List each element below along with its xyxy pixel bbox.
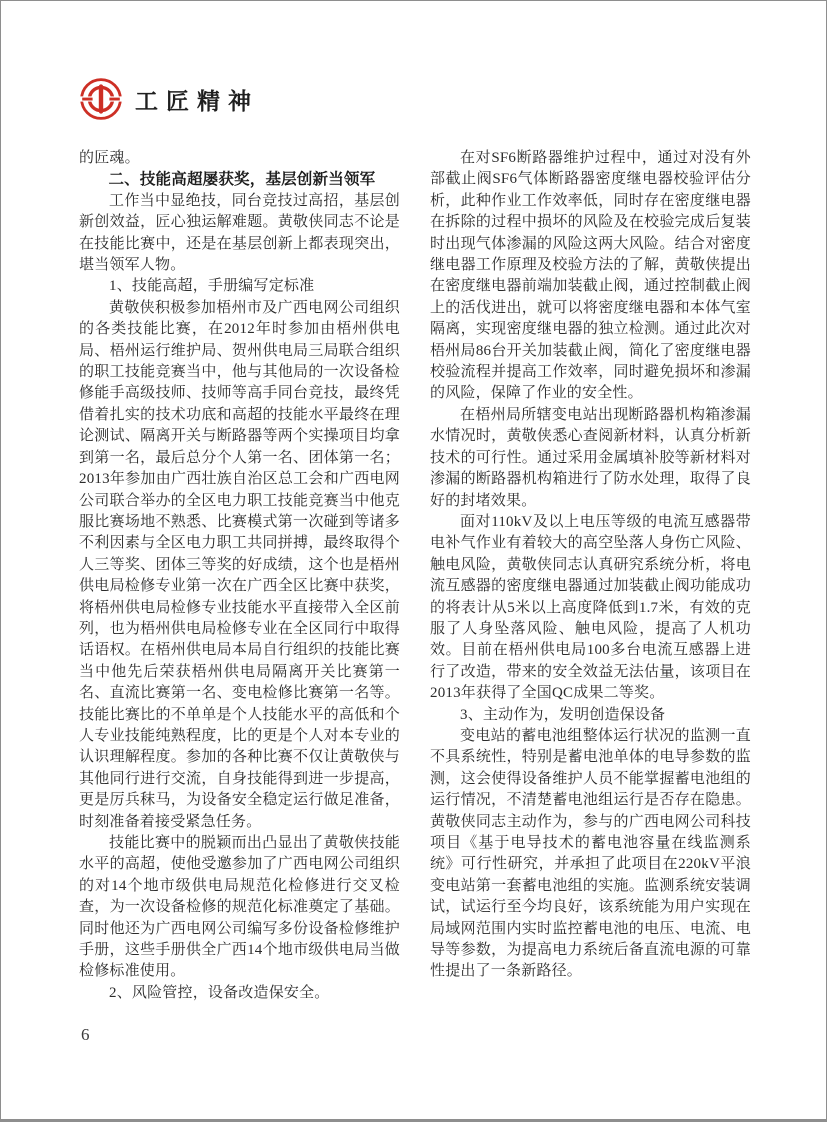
subsection-heading: 1、技能高超，手册编写定标准	[109, 278, 315, 295]
magazine-title: 工匠精神	[135, 88, 259, 114]
subsection-heading: 2、风险管控，设备改造保安全。	[109, 984, 330, 1001]
page-header	[79, 77, 259, 121]
right-column	[430, 148, 751, 1004]
page-number: 6	[81, 1025, 90, 1044]
paragraph: 变电站的蓄电池组整体运行状况的监测一直不具系统性，特别是蓄电池单体的电导参数的监测，这会使得设备维护人员不能掌握蓄电池组的运行情况，不清楚蓄电池组运行是否存在隐患。黄敬侠同志主动作为，参与的广西电网公司科技项目《基于电导技术的蓄电池容量在线监测系统》可行性研究，并承担了此项目在220kV平浪变电站第一套蓄电池组的实施。监测系统安装调试，试运行至今均良好，该系统能为用户实现在局域网范围内实时监控蓄电池的电压、电流、电导等参数，为提高电力系统后备直流电源的可靠性提出了一条新路径。	[430, 727, 751, 980]
section-heading: 二、技能高超屡获奖，基层创新当领军	[108, 171, 376, 189]
paragraph-continuation: 的匠魂。	[79, 150, 140, 166]
paragraph: 面对110kV及以上电压等级的电流互感器带电补气作业有着较大的高空坠落人身伤亡风险、触电风险，黄敬侠同志认真研究系统分析，将电流互感器的密度继电器通过加装截止阀功能成功的将表计从5米以上高度降低到1.7米，有效的克服了人身坠落风险、触电风险，提高了人机功效。目前在梧州供电局100多台电流互感器上进行了改造，带来的安全效益无法估量，该项目在2013年获得了全国QC成果二等奖。	[430, 513, 751, 702]
paragraph: 技能比赛中的脱颖而出凸显出了黄敬侠技能水平的高超，使他受邀参加了广西电网公司组织的对14个地市级供电局规范化检修进行交叉检查，为一次设备检修的规范化标准奠定了基础。同时他还为广西电网公司编写多份设备检修维护手册，这些手册供全广西14个地市级供电局当做检修标准使用。	[79, 835, 400, 980]
paragraph: 在对SF6断路器维护过程中，通过对没有外部截止阀SF6气体断路器密度继电器校验评估分析，此种作业工作效率低，同时存在密度继电器在拆除的过程中损坏的风险及在校验完成后复装时出现气体渗漏的风险这两大风险。结合对密度继电器工作原理及校验方法的了解，黄敬侠提出在密度继电器前端加装截止阀，通过控制截止阀上的活伐进出，就可以将密度继电器和本体气室隔离，实现密度继电器的独立检测。通过此次对梧州局86台开关加装截止阀，简化了密度继电器校验流程并提高工作效率，同时避免损坏和渗漏的风险，保障了作业的安全性。	[430, 150, 751, 402]
paragraph: 在梧州局所辖变电站出现断路器机构箱渗漏水情况时，黄敬侠悉心查阅新材料，认真分析新技术的可行性。通过采用金属填补胶等新材料对渗漏的断路器机构箱进行了防水处理，取得了良好的封堵效果。	[430, 406, 751, 509]
union-emblem-icon	[79, 77, 123, 121]
paragraph: 工作当中显绝技，同台竞技过高招，基层创新创效益，匠心独运解难题。黄敬侠同志不论是在技能比赛中，还是在基层创新上都表现突出，堪当领军人物。	[79, 192, 400, 274]
subsection-heading: 3、主动作为，发明创造保设备	[460, 706, 666, 723]
article-body	[79, 148, 751, 1004]
left-column	[79, 148, 400, 1004]
paragraph: 黄敬侠积极参加梧州市及广西电网公司组织的各类技能比赛，在2012年时参加由梧州供电局、梧州运行维护局、贺州供电局三局联合组织的职工技能竞赛当中，他与其他局的一次设备检修能手高级技师、技师等高手同台竞技，最终凭借着扎实的技术功底和高超的技能水平最终在理论测试、隔离开关与断路器等两个实操项目均拿到第一名，最后总分个人第一名、团体第一名；2013年参加由广西壮族自治区总工会和广西电网公司联合举办的全区电力职工技能竞赛当中他克服比赛场地不熟悉、比赛模式第一次碰到等诸多不利因素与全区电力职工共同拼搏，最终取得个人三等奖、团体三等奖的好成绩，这个也是梧州供电局检修专业第一次在广西全区比赛中获奖，将梧州供电局检修专业技能水平直接带入全区前列，也为梧州供电局检修专业在全区同行中取得话语权。在梧州供电局本局自行组织的技能比赛当中他先后荣获梧州供电局隔离开关比赛第一名、直流比赛第一名、变电检修比赛第一名等。技能比赛比的不单单是个人技能水平的高低和个人专业技能纯熟程度，比的更是个人对本专业的认识理解程度。参加的各种比赛不仅让黄敬侠与其他同行进行交流，自身技能得到进一步提高，更是厉兵秣马，为设备安全稳定运行做足准备，时刻准备着接受紧急任务。	[79, 299, 400, 830]
